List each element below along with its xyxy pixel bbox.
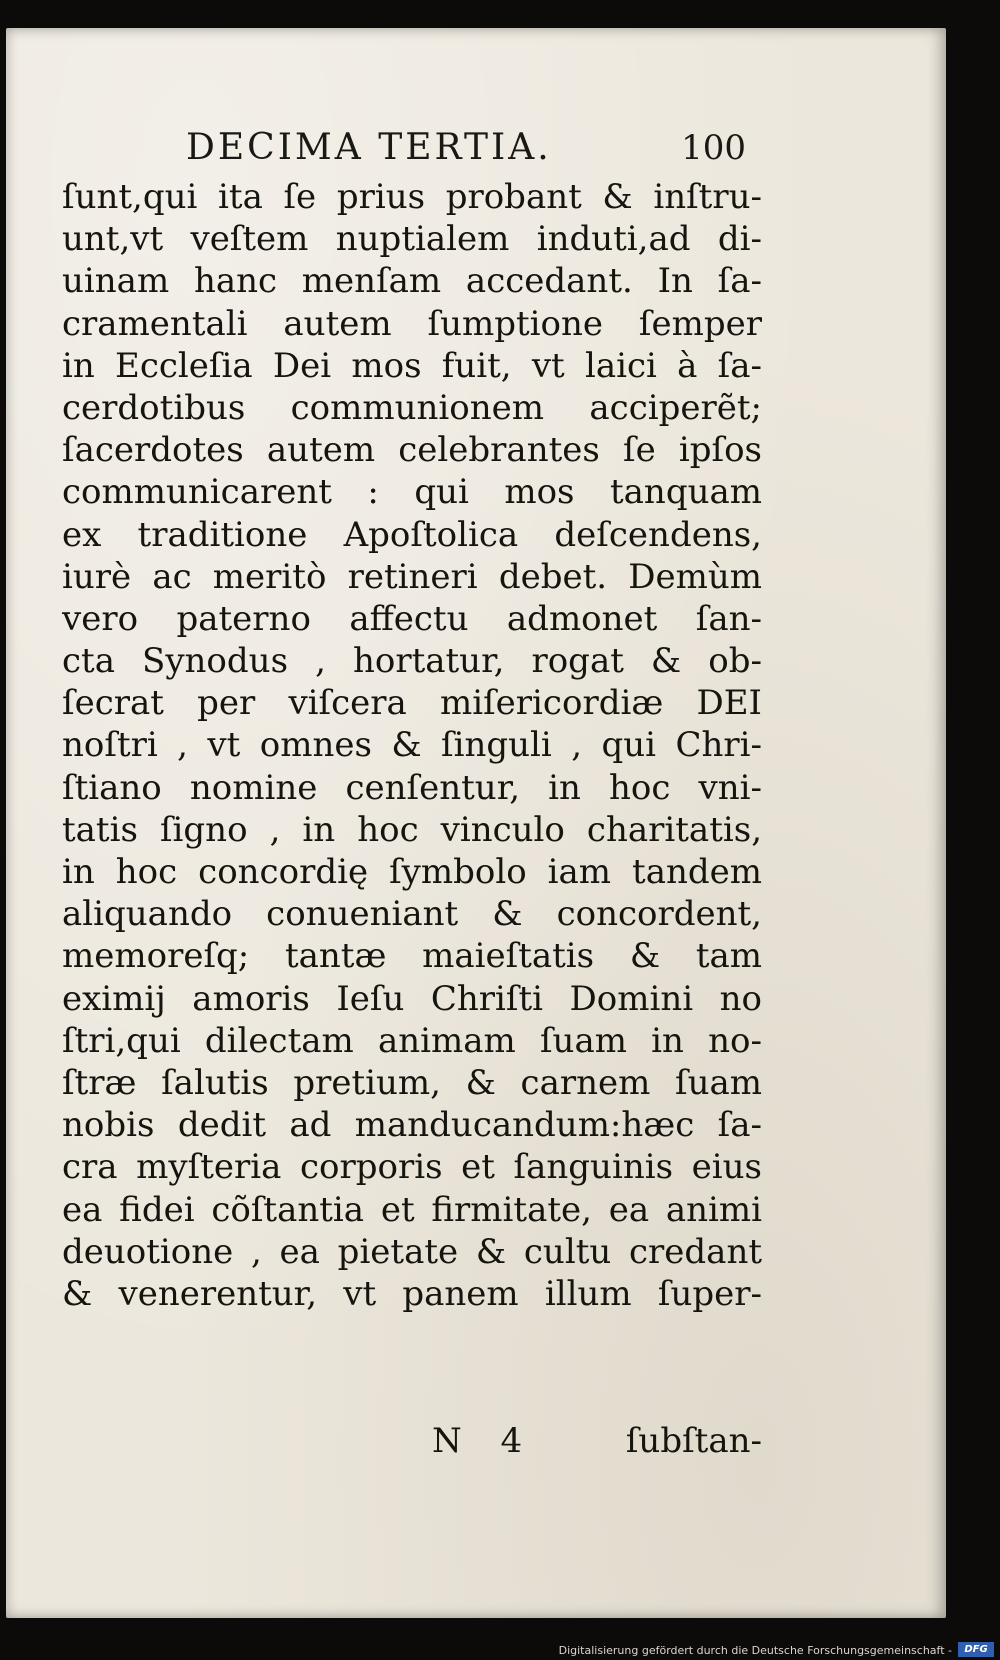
dfg-logo-icon: DFG (958, 1642, 994, 1657)
text-line: ſtræ ſalutis pretium, & carnem ſuam (62, 1062, 762, 1103)
text-line: cta Synodus , hortatur, rogat & ob- (62, 641, 762, 682)
text-line: noſtri , vt omnes & ſinguli , qui Chri- (62, 725, 762, 766)
text-line: vero paterno affectu admonet ſan- (62, 598, 762, 639)
text-line: ea fidei cõſtantia et firmitate, ea animi (62, 1189, 762, 1230)
text-line: ex traditione Apoſtolica deſcendens, (62, 514, 762, 555)
text-line: eximij amoris Ieſu Chriſti Domini no (62, 978, 762, 1019)
funding-credit: Digitalisierung gefördert durch die Deutsche Forschungsgemeinschaft - (558, 1644, 952, 1657)
text-line: tatis ſigno , in hoc vinculo charitatis, (62, 809, 762, 850)
page-header (186, 126, 746, 170)
text-line: ſtri,qui dilectam animam ſuam in no- (62, 1020, 762, 1061)
text-line: ſacerdotes autem celebrantes ſe ipſos (62, 430, 762, 471)
text-line: cra myſteria corporis et ſanguinis eius (62, 1147, 762, 1188)
book-page (6, 28, 946, 1618)
text-line: nobis dedit ad manducandum:hæc ſa- (62, 1105, 762, 1146)
catchword: ſubſtan- (625, 1421, 762, 1461)
text-line: iurè ac meritò retineri debet. Demùm (62, 556, 762, 597)
running-title: DECIMA TERTIA. (186, 127, 552, 168)
text-line: memoreſq; tantæ maieſtatis & tam (62, 936, 762, 977)
page-footer (62, 1418, 762, 1464)
text-line: ſtiano nomine cenſentur, in hoc vni- (62, 767, 762, 808)
text-line: deuotione , ea pietate & cultu credant (62, 1231, 762, 1272)
text-line: aliquando conueniant & concordent, (62, 894, 762, 935)
signature-mark: N 4 (432, 1421, 537, 1461)
text-line: in hoc concordię ſymbolo iam tandem (62, 852, 762, 892)
text-line: in Eccleſia Dei mos fuit, vt laici à ſa- (62, 345, 762, 386)
text-line: unt,vt veſtem nuptialem induti,ad di- (62, 219, 762, 260)
text-line: uinam hanc menſam accedant. In ſa- (62, 261, 762, 302)
text-line: communicarent : qui mos tanquam (62, 472, 762, 513)
text-line: & venerentur, vt panem illum ſuper- (62, 1273, 762, 1314)
body-text (62, 176, 762, 1315)
text-line: cramentali autem ſumptione ſemper (62, 303, 762, 344)
text-line: ſecrat per viſcera miſericordiæ DEI (62, 683, 762, 724)
page-number: 100 (681, 128, 746, 168)
text-line: ſunt,qui ita ſe prius probant & inſtru- (62, 177, 762, 217)
text-line: cerdotibus communionem acciperẽt; (62, 387, 762, 428)
credit-bar (0, 1638, 1000, 1660)
